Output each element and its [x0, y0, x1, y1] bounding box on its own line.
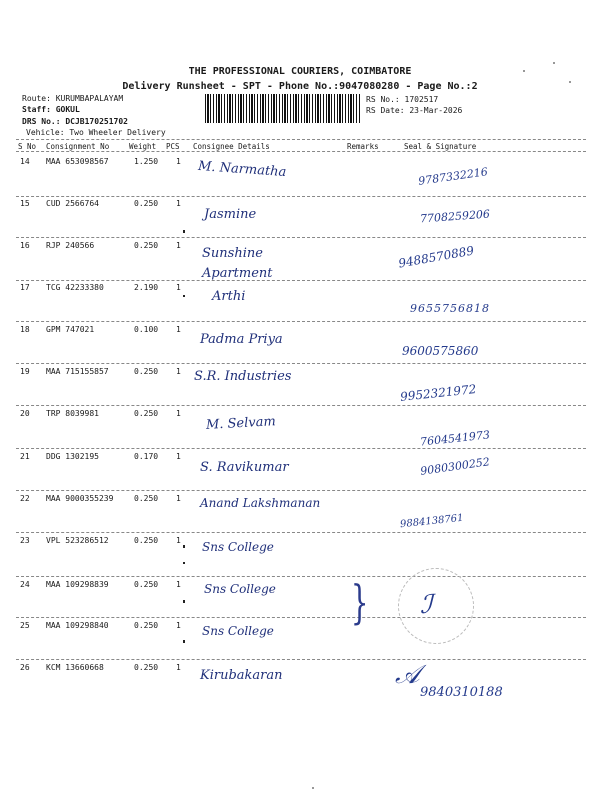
- row-pcs: 1: [176, 621, 181, 630]
- consignee-handwritten: Arthi: [212, 289, 246, 304]
- row-weight: 0.250: [134, 663, 159, 672]
- header-divider: [16, 139, 586, 140]
- row-consignment: VPL 523286512: [46, 536, 109, 545]
- row-consignment: TCG 42233380: [46, 283, 104, 292]
- row-divider: [16, 363, 586, 364]
- scan-speck: [523, 70, 525, 72]
- col-consignee: Consignee Details: [193, 142, 270, 151]
- row-pcs: 1: [176, 663, 181, 672]
- signature-phone: 9600575860: [402, 344, 479, 358]
- company-title: THE PROFESSIONAL COURIERS, COIMBATORE: [188, 66, 412, 77]
- row-consignment: DDG 1302195: [46, 452, 99, 461]
- signature-phone: 7604541973: [419, 428, 491, 449]
- row-weight: 0.250: [134, 536, 159, 545]
- row-sno: 16: [20, 241, 30, 250]
- row-divider: [16, 237, 586, 238]
- row-sno: 22: [20, 494, 30, 503]
- consignee-handwritten: Sns College: [202, 624, 274, 638]
- row-divider: [16, 280, 586, 281]
- signature-phone: 9884138761: [399, 512, 465, 531]
- row-consignment: MAA 9000355239: [46, 494, 114, 503]
- consignee-handwritten: Sns College: [202, 540, 274, 554]
- row-consignment: MAA 715155857: [46, 367, 109, 376]
- signature-scribble: 𝒜: [395, 660, 420, 690]
- row-weight: 0.100: [134, 325, 159, 334]
- row-sno: 14: [20, 157, 30, 166]
- consignee-handwritten: S. Ravikumar: [200, 460, 289, 475]
- col-remarks: Remarks: [347, 142, 379, 151]
- row-divider: [16, 196, 586, 197]
- row-pcs: 1: [176, 283, 181, 292]
- consignee-handwritten: M. Narmatha: [197, 158, 287, 181]
- row-sno: 25: [20, 621, 30, 630]
- grouping-brace: }: [350, 575, 369, 629]
- staff-label: Staff: GOKUL: [22, 105, 80, 114]
- table-row: [0, 157, 600, 197]
- row-consignment: TRP 8039981: [46, 409, 99, 418]
- row-pcs: 1: [176, 199, 181, 208]
- row-pcs: 1: [176, 157, 181, 166]
- margin-mark: [183, 230, 185, 233]
- table-row: [0, 452, 600, 492]
- consignee-handwritten: Padma Priya: [200, 332, 283, 347]
- row-divider: [16, 490, 586, 491]
- runsheet-subtitle: Delivery Runsheet - SPT - Phone No.:9047080280 - Page No.:2: [122, 81, 478, 92]
- consignee-handwritten: M. Selvam: [205, 414, 277, 433]
- row-consignment: MAA 109298840: [46, 621, 109, 630]
- row-weight: 0.250: [134, 367, 159, 376]
- rs-date: RS Date: 23-Mar-2026: [366, 106, 463, 115]
- row-consignment: KCM 13660668: [46, 663, 104, 672]
- consignee-handwritten: Sns College: [204, 582, 276, 596]
- row-consignment: RJP 240566: [46, 241, 95, 250]
- row-pcs: 1: [176, 409, 181, 418]
- row-weight: 0.250: [134, 580, 159, 589]
- row-weight: 0.250: [134, 241, 159, 250]
- margin-mark: [183, 600, 185, 603]
- row-pcs: 1: [176, 536, 181, 545]
- row-consignment: CUD 2566764: [46, 199, 99, 208]
- rs-number: RS No.: 1702517: [366, 95, 439, 104]
- signature-phone: 9952321972: [399, 382, 477, 404]
- row-weight: 0.170: [134, 452, 159, 461]
- signature-phone: 9840310188: [420, 685, 503, 700]
- row-consignment: GPM 747021: [46, 325, 95, 334]
- row-sno: 18: [20, 325, 30, 334]
- signature-phone: 9787332216: [417, 165, 489, 188]
- vehicle-label: Vehicle: Two Wheeler Delivery: [26, 128, 166, 137]
- table-row: [0, 663, 600, 703]
- scan-speck: [569, 81, 571, 83]
- row-sno: 19: [20, 367, 30, 376]
- row-weight: 0.250: [134, 621, 159, 630]
- row-pcs: 1: [176, 452, 181, 461]
- col-sno: S No: [18, 142, 37, 151]
- row-weight: 1.250: [134, 157, 159, 166]
- signature-phone: 9655756818: [410, 302, 490, 315]
- scan-speck: [553, 62, 555, 64]
- row-pcs: 1: [176, 367, 181, 376]
- row-sno: 17: [20, 283, 30, 292]
- row-weight: 0.250: [134, 494, 159, 503]
- col-consignment: Consignment No: [46, 142, 110, 151]
- col-seal: Seal & Signature: [404, 142, 477, 151]
- row-divider: [16, 532, 586, 533]
- consignee-handwritten: Kirubakaran: [200, 668, 283, 683]
- row-sno: 21: [20, 452, 30, 461]
- row-pcs: 1: [176, 325, 181, 334]
- margin-mark: [183, 640, 185, 643]
- signature-scribble: ℐ: [420, 590, 433, 620]
- margin-mark: [183, 295, 185, 297]
- consignee-handwritten: Sunshine Apartment: [202, 246, 273, 281]
- signature-phone: 9488570889: [397, 243, 475, 271]
- row-pcs: 1: [176, 580, 181, 589]
- row-sno: 15: [20, 199, 30, 208]
- row-sno: 20: [20, 409, 30, 418]
- row-divider: [16, 405, 586, 406]
- table-row: [0, 199, 600, 239]
- row-pcs: 1: [176, 241, 181, 250]
- row-sno: 24: [20, 580, 30, 589]
- barcode: [205, 94, 361, 123]
- row-consignment: MAA 653098567: [46, 157, 109, 166]
- row-divider: [16, 659, 586, 660]
- scan-speck: [312, 787, 314, 789]
- row-divider: [16, 321, 586, 322]
- consignee-handwritten: Anand Lakshmanan: [200, 496, 321, 510]
- col-pcs: PCS: [166, 142, 180, 151]
- row-divider: [16, 617, 586, 618]
- col-weight: Weight: [129, 142, 157, 151]
- margin-mark: [183, 562, 185, 564]
- row-sno: 26: [20, 663, 30, 672]
- row-weight: 0.250: [134, 409, 159, 418]
- seal-stamp: [398, 568, 474, 644]
- signature-phone: 9080300252: [419, 455, 491, 478]
- route-label: Route: KURUMBAPALAYAM: [22, 94, 124, 103]
- row-sno: 23: [20, 536, 30, 545]
- signature-phone: 7708259206: [419, 207, 491, 226]
- consignee-handwritten: S.R. Industries: [194, 369, 292, 384]
- columns-divider: [16, 151, 586, 152]
- row-divider: [16, 448, 586, 449]
- row-consignment: MAA 109298839: [46, 580, 109, 589]
- table-row: [0, 283, 600, 323]
- row-divider: [16, 576, 586, 577]
- table-row: [0, 409, 600, 449]
- drs-label: DRS No.: DCJB170251702: [22, 117, 128, 126]
- consignee-handwritten: Jasmine: [204, 207, 257, 222]
- row-weight: 2.190: [134, 283, 159, 292]
- row-pcs: 1: [176, 494, 181, 503]
- margin-mark: [183, 545, 185, 548]
- row-weight: 0.250: [134, 199, 159, 208]
